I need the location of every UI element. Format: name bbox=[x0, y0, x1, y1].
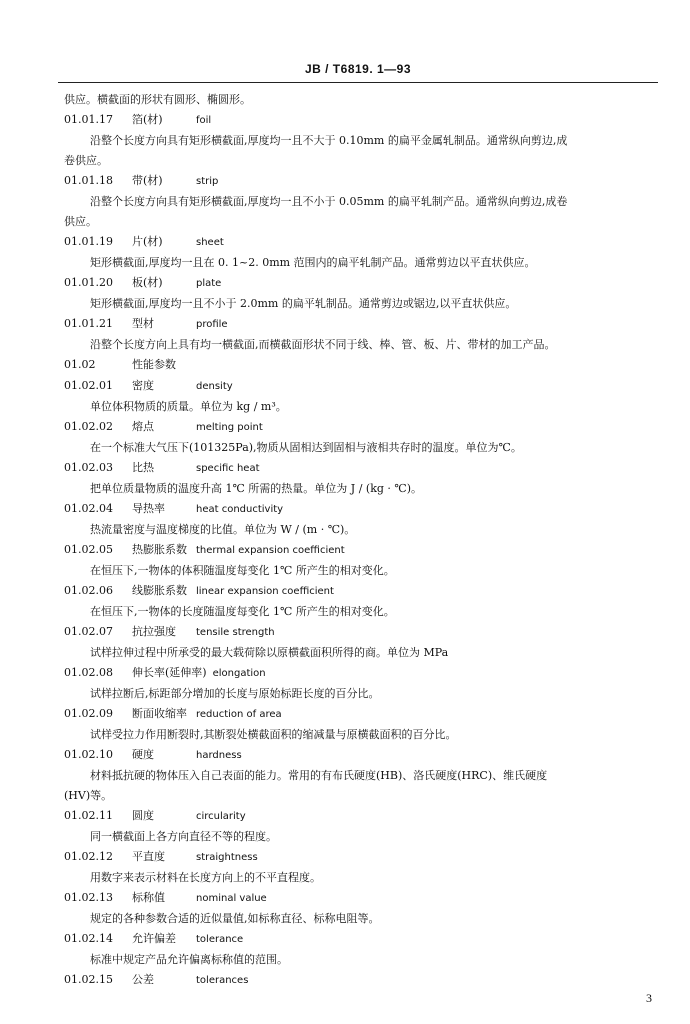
term-english: sheet bbox=[196, 237, 224, 248]
term-chinese: 抗拉强度 bbox=[132, 625, 176, 638]
term-entry bbox=[64, 663, 660, 684]
definition-text: 试样拉伸过程中所承受的最大载荷除以原横截面积所得的商。单位为 MPa bbox=[90, 646, 449, 659]
term-code: 01.02 bbox=[64, 358, 96, 371]
term-chinese: 板(材) bbox=[132, 276, 163, 289]
term-english: plate bbox=[196, 278, 222, 289]
definition-text: 同一横截面上各方向直径不等的程度。 bbox=[90, 830, 277, 843]
term-entry bbox=[64, 704, 660, 725]
definition-text: 矩形横截面,厚度均一且在 0. 1~2. 0mm 范围内的扁平轧制产品。通常剪边以平直状供应。 bbox=[90, 256, 536, 269]
term-code: 01.02.03 bbox=[64, 461, 113, 474]
term-chinese: 比热 bbox=[132, 461, 154, 474]
term-english: strip bbox=[196, 176, 219, 187]
term-english: straightness bbox=[196, 852, 258, 863]
definition-text: 规定的各种参数合适的近似量值,如标称直径、标称电阻等。 bbox=[90, 912, 380, 925]
term-english: melting point bbox=[196, 422, 263, 433]
term-entry bbox=[64, 376, 660, 397]
term-code: 01.01.19 bbox=[64, 235, 113, 248]
term-chinese: 密度 bbox=[132, 379, 154, 392]
term-entry bbox=[64, 232, 660, 253]
definition-text: 标准中规定产品允许偏离标称值的范围。 bbox=[90, 953, 288, 966]
definition-text: 把单位质量物质的温度升高 1℃ 所需的热量。单位为 J / (kg · ℃)。 bbox=[90, 482, 422, 495]
term-entry bbox=[64, 581, 660, 602]
definition-text: 单位体积物质的质量。单位为 kg / m³。 bbox=[90, 400, 287, 413]
term-code: 01.02.04 bbox=[64, 502, 113, 515]
term-entry bbox=[64, 745, 660, 766]
term-entry bbox=[64, 458, 660, 479]
term-chinese: 断面收缩率 bbox=[132, 707, 187, 720]
term-code: 01.02.09 bbox=[64, 707, 113, 720]
term-english: heat conductivity bbox=[196, 504, 284, 515]
definition-text: 在一个标准大气压下(101325Pa),物质从固相达到固相与液相共存时的温度。单位为℃。 bbox=[90, 441, 522, 454]
definition-text: 沿整个长度方向具有矩形横截面,厚度均一且不大于 0.10mm 的扁平金属轧制品。通常纵向剪边,成 bbox=[90, 134, 568, 147]
term-entry bbox=[64, 540, 660, 561]
term-entry bbox=[64, 417, 660, 438]
term-entry bbox=[64, 355, 660, 376]
term-english: tolerance bbox=[196, 934, 244, 945]
term-english: tensile strength bbox=[196, 627, 275, 638]
term-code: 01.02.11 bbox=[64, 809, 113, 822]
definition-text: 试样拉断后,标距部分增加的长度与原始标距长度的百分比。 bbox=[90, 687, 380, 700]
term-code: 01.02.13 bbox=[64, 891, 113, 904]
term-english: linear expansion coefficient bbox=[196, 586, 334, 597]
term-chinese: 硬度 bbox=[132, 748, 154, 761]
term-entry bbox=[64, 273, 660, 294]
term-code: 01.01.17 bbox=[64, 113, 113, 126]
term-english: specific heat bbox=[196, 463, 260, 474]
term-code: 01.02.12 bbox=[64, 850, 113, 863]
term-english: profile bbox=[196, 319, 228, 330]
term-english: tolerances bbox=[196, 975, 249, 986]
term-code: 01.02.06 bbox=[64, 584, 113, 597]
term-entry bbox=[64, 499, 660, 520]
term-entry bbox=[64, 110, 660, 131]
term-chinese: 片(材) bbox=[132, 235, 163, 248]
term-chinese: 热膨胀系数 bbox=[132, 543, 187, 556]
definition-text: 供应。 bbox=[64, 215, 97, 228]
term-english: hardness bbox=[196, 750, 242, 761]
term-chinese: 导热率 bbox=[132, 502, 165, 515]
term-entry bbox=[64, 314, 660, 335]
term-chinese: 带(材) bbox=[132, 174, 163, 187]
definition-text: (HV)等。 bbox=[64, 789, 113, 802]
definition-text: 沿整个长度方向具有矩形横截面,厚度均一且不小于 0.05mm 的扁平轧制产品。通常纵向剪边,成卷 bbox=[90, 195, 568, 208]
term-chinese: 线膨胀系数 bbox=[132, 584, 187, 597]
term-english: elongation bbox=[212, 668, 266, 679]
term-english: density bbox=[196, 381, 233, 392]
term-english: reduction of area bbox=[196, 709, 282, 720]
term-entry bbox=[64, 806, 660, 827]
term-entry bbox=[64, 970, 660, 991]
term-english: foil bbox=[196, 115, 212, 126]
definition-text: 热流量密度与温度梯度的比值。单位为 W / (m · ℃)。 bbox=[90, 523, 356, 536]
term-code: 01.02.02 bbox=[64, 420, 113, 433]
term-chinese: 箔(材) bbox=[132, 113, 163, 126]
term-code: 01.02.01 bbox=[64, 379, 113, 392]
term-code: 01.02.05 bbox=[64, 543, 113, 556]
term-entry bbox=[64, 622, 660, 643]
term-code: 01.02.15 bbox=[64, 973, 113, 986]
term-chinese: 平直度 bbox=[132, 850, 165, 863]
term-entry bbox=[64, 847, 660, 868]
definition-text: 卷供应。 bbox=[64, 154, 108, 167]
term-entry bbox=[64, 171, 660, 192]
definition-text: 材料抵抗硬的物体压入自己表面的能力。常用的有布氏硬度(HB)、洛氏硬度(HRC)、维氏硬度 bbox=[90, 769, 548, 782]
term-code: 01.02.08 bbox=[64, 666, 113, 679]
term-english: nominal value bbox=[196, 893, 267, 904]
term-code: 01.01.21 bbox=[64, 317, 113, 330]
term-chinese: 圆度 bbox=[132, 809, 154, 822]
term-code: 01.01.20 bbox=[64, 276, 113, 289]
term-chinese: 性能参数 bbox=[132, 358, 176, 371]
page-number: 3 bbox=[646, 991, 652, 1005]
term-code: 01.02.14 bbox=[64, 932, 113, 945]
term-chinese: 熔点 bbox=[132, 420, 154, 433]
term-code: 01.02.10 bbox=[64, 748, 113, 761]
definition-text: 试样受拉力作用断裂时,其断裂处横截面积的缩减量与原横截面积的百分比。 bbox=[90, 728, 457, 741]
definition-text: 在恒压下,一物体的体积随温度每变化 1℃ 所产生的相对变化。 bbox=[90, 564, 395, 577]
term-code: 01.01.18 bbox=[64, 174, 113, 187]
definition-text: 用数字来表示材料在长度方向上的不平直程度。 bbox=[90, 871, 321, 884]
document-body bbox=[64, 90, 660, 991]
definition-text: 供应。横截面的形状有圆形、椭圆形。 bbox=[64, 93, 251, 106]
definition-text: 在恒压下,一物体的长度随温度每变化 1℃ 所产生的相对变化。 bbox=[90, 605, 395, 618]
term-english: thermal expansion coefficient bbox=[196, 545, 345, 556]
term-entry bbox=[64, 888, 660, 909]
definition-text: 矩形横截面,厚度均一且不小于 2.0mm 的扁平轧制品。通常剪边或锯边,以平直状供应。 bbox=[90, 297, 517, 310]
term-code: 01.02.07 bbox=[64, 625, 113, 638]
document-header: JB / T6819. 1—93 bbox=[304, 62, 412, 76]
term-english: circularity bbox=[196, 811, 246, 822]
term-chinese: 公差 bbox=[132, 973, 154, 986]
header-rule bbox=[58, 82, 658, 83]
definition-text: 沿整个长度方向上具有均一横截面,而横截面形状不同于线、棒、管、板、片、带材的加工产品。 bbox=[90, 338, 556, 351]
term-chinese: 型材 bbox=[132, 317, 154, 330]
term-chinese: 伸长率(延伸率) bbox=[132, 666, 207, 679]
term-chinese: 允许偏差 bbox=[132, 932, 176, 945]
term-chinese: 标称值 bbox=[132, 891, 165, 904]
term-entry bbox=[64, 929, 660, 950]
